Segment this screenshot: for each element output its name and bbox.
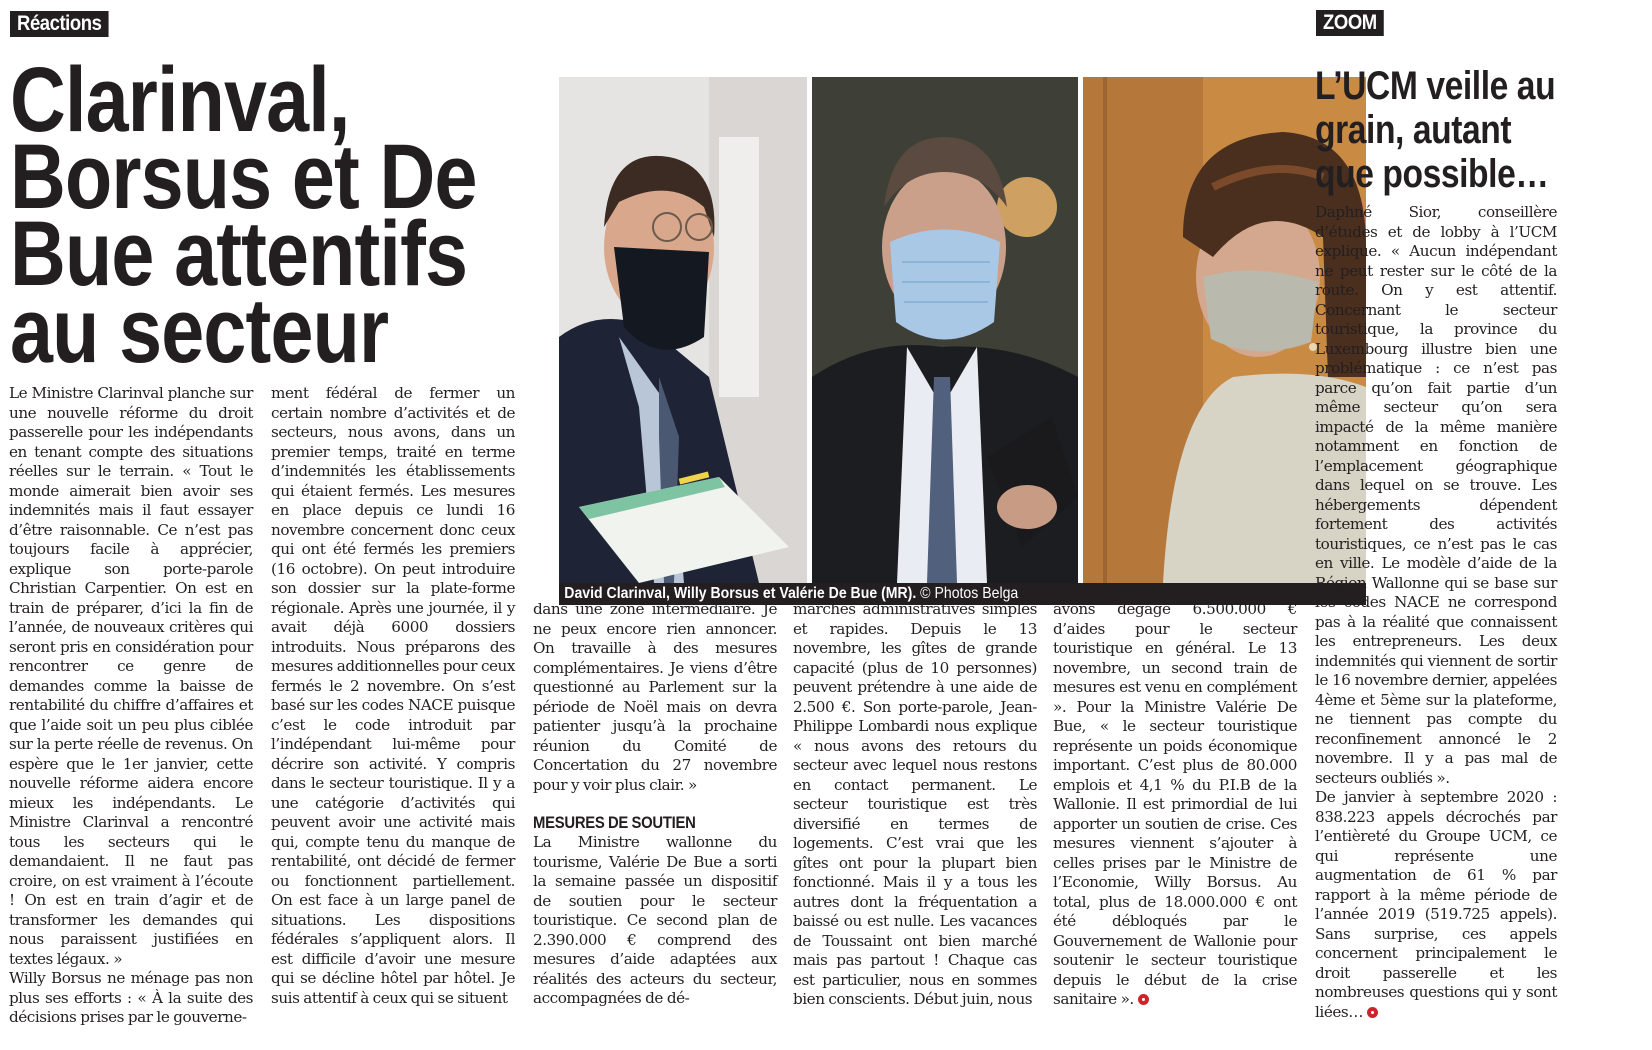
zoom-text: De janvier à septembre 2020 : 838.223 appels décrochés par l’entièreté du Groupe UCM, ce qui représente une augmentation de 61 % par rapport à la même période de l’année 2019 (519.725 appels). Sans surprise, ces appels concernent principalement le droit passerelle et les nombreuses questions qui y sont liées… [1315, 788, 1557, 1021]
photo-david-clarinval [559, 77, 807, 583]
headline-line: Clarinval, [10, 49, 350, 151]
zoom-article-column [1315, 203, 1557, 1022]
zoom-paragraph: Daphné Sior, conseillère d’études et de lobby à l’UCM explique. « Aucun indépendant ne peut rester sur le côté de la route. On y est attentif. Concernant le secteur touristique, la province du Luxembourg illustre bien une problématique : ce n’est pas parce qu’on fait partie d’un même secteur qu’on sera impacté de la même manière notamment en fonction de l’emplacement géographique dans lequel on se trouve. Les hébergements dépendent fortement des activités touristiques, ce n’est pas le cas en ville. Le modèle d’aide de la Région Wallonne qui se base sur les codes NACE ne correspond pas à la réalité que connaissent les entrepreneurs. Les deux indemnités qui viennent de sortir le 16 novembre dernier, appelées 4ème et 5ème sur la plateforme, ne tiennent pas compte du reconfinement annoncé le 2 novembre. Il y a pas mal de secteurs oubliés ». [1315, 203, 1557, 787]
subheading-mesures-de-soutien: MESURES DE SOUTIEN [533, 814, 696, 832]
end-of-article-icon [1367, 1007, 1378, 1018]
caption-names: David Clarinval, Willy Borsus et Valérie De Bue (MR). [564, 585, 917, 602]
article-paragraph: dans une zone intermédiaire. Je ne peux encore rien annoncer. On travaille à des mesures complémentaires. Je viens d’être questionné au Parlement sur la période de Noël mais on devra patienter jusqu’à la prochaine réunion du Comité de Concertation du 27 novembre pour y voir plus clair. » [533, 600, 777, 794]
headline-line: L’UCM veille au [1315, 64, 1556, 108]
photo-strip [559, 77, 1366, 583]
headline-line: que possible… [1315, 152, 1549, 196]
article-paragraph: La Ministre wallonne du tourisme, Valérie De Bue a sorti la semaine passée un dispositif de soutien pour le secteur touristique. Ce second plan de 2.390.000 € comprend des mesures d’aide adaptées aux réalités des acteurs du secteur, accompagnées de dé- [533, 833, 777, 1007]
headline-line: Bue attentifs [10, 203, 468, 305]
article-text: avons dégagé 6.500.000 € d’aides pour le secteur touristique en général. Le 13 novembre, un second train de mesures est venu en complément ». Pour la Ministre Valérie De Bue, « le secteur touristique représente un poids économique important. C’est plus de 80.000 emplois et 4,1 % du P.I.B de la Wallonie. Il est primordial de lui apporter un soutien de crise. Ces mesures viennent s’ajouter à celles prises par le Ministre de l’Economie, Willy Borsus. Au total, plus de 18.000.000 € ont été débloqués par le Gouvernement de Wallonie pour soutenir le secteur touristique depuis le début de la crise sanitaire ». [1053, 600, 1297, 1008]
article-paragraph: ment fédéral de fermer un certain nombre d’activités et de secteurs, nous avons, dans un premier temps, traité en terme d’indemnités les établissements qui étaient fermés. Les mesures en place depuis ce lundi 16 novembre concernent donc ceux qui ont été fermés les premiers (16 octobre). On peut introduire son dossier sur la plate-forme régionale. Après une journée, il y avait déjà 6000 dossiers introduits. Nous préparons des mesures additionnelles pour ceux fermés le 2 novembre. On s’est basé sur les codes NACE puisque c’est le code introduit par l’indépendant lui-même pour décrire son activité. Y compris dans le secteur touristique. Il y a une catégorie d’activités qui peuvent avoir une activité mais qui, compte tenu du manque de rentabilité, ont décidé de fermer ou fonctionnent partiellement. On est face à un large panel de situations. Les dispositions fédérales s’appliquent alors. Il est difficile d’avoir une mesure qui se décline hôtel par hôtel. Je suis attentif à ceux qui se situent [271, 384, 515, 1007]
section-kicker-zoom: ZOOM [1316, 10, 1384, 36]
article-column-1 [9, 384, 253, 1028]
main-headline [10, 49, 477, 382]
headline-line: au secteur [10, 280, 389, 382]
zoom-paragraph [1315, 788, 1557, 1022]
article-column-2 [271, 384, 515, 1008]
headline-line: grain, autant [1315, 108, 1512, 152]
section-kicker-reactions: Réactions [10, 11, 108, 37]
article-paragraph: marches administratives simples et rapides. Depuis le 13 novembre, les gîtes de grande capacité (plus de 10 personnes) peuvent prétendre à une aide de 2.500 €. Son porte-parole, Jean-Philippe Lombardi nous explique « nous avons des retours du secteur avec lequel nous restons en contact permanent. Le secteur touristique est très diversifié en termes de logements. C’est vrai que les gîtes ont pour la plupart bien fonctionné. Mais il y a tous les autres dont la fréquentation a baissé ou est nulle. Les vacances de Toussaint ont bien marché mais pas partout ! Chaque cas est particulier, nous en sommes bien conscients. Début juin, nous [793, 600, 1037, 1008]
article-column-3 [533, 600, 777, 1009]
article-column-4 [793, 600, 1037, 1010]
article-paragraph: Le Ministre Clarinval planche sur une nouvelle réforme du droit passerelle pour les indépendants en tenant compte des situations réelles sur le terrain. « Tout le monde aimerait bien avoir ses indemnités mais il faut essayer d’être raisonnable. Ce n’est pas toujours facile à apprécier, explique son porte-parole Christian Carpentier. On est en train de préparer, d’ici la fin de l’année, de nouveaux critères qui seront pris en considération pour rencontrer ce genre de demandes comme la baisse de rentabilité du chiffre d’affaires et que l’aide soit un peu plus ciblée sur la perte réelle de revenus. On espère que le 1er janvier, cette nouvelle réforme aidera encore mieux les indépendants. Le Ministre Clarinval a rencontré tous les secteurs qui le demandaient. Il ne faut pas croire, on est vraiment à l’écoute ! On est en train d’agir et de transformer les demandes qui nous paraissent justifiées en textes légaux. » [9, 384, 253, 968]
article-paragraph [1053, 600, 1297, 1010]
article-paragraph: Willy Borsus ne ménage pas non plus ses efforts : « À la suite des décisions prises par le gouverne- [9, 969, 253, 1026]
article-column-5 [1053, 600, 1297, 1010]
headline-line: Borsus et De [10, 126, 477, 228]
zoom-headline [1315, 64, 1555, 196]
end-of-article-icon [1138, 994, 1149, 1005]
caption-credit: © Photos Belga [920, 585, 1019, 602]
photo-willy-borsus [812, 77, 1078, 583]
